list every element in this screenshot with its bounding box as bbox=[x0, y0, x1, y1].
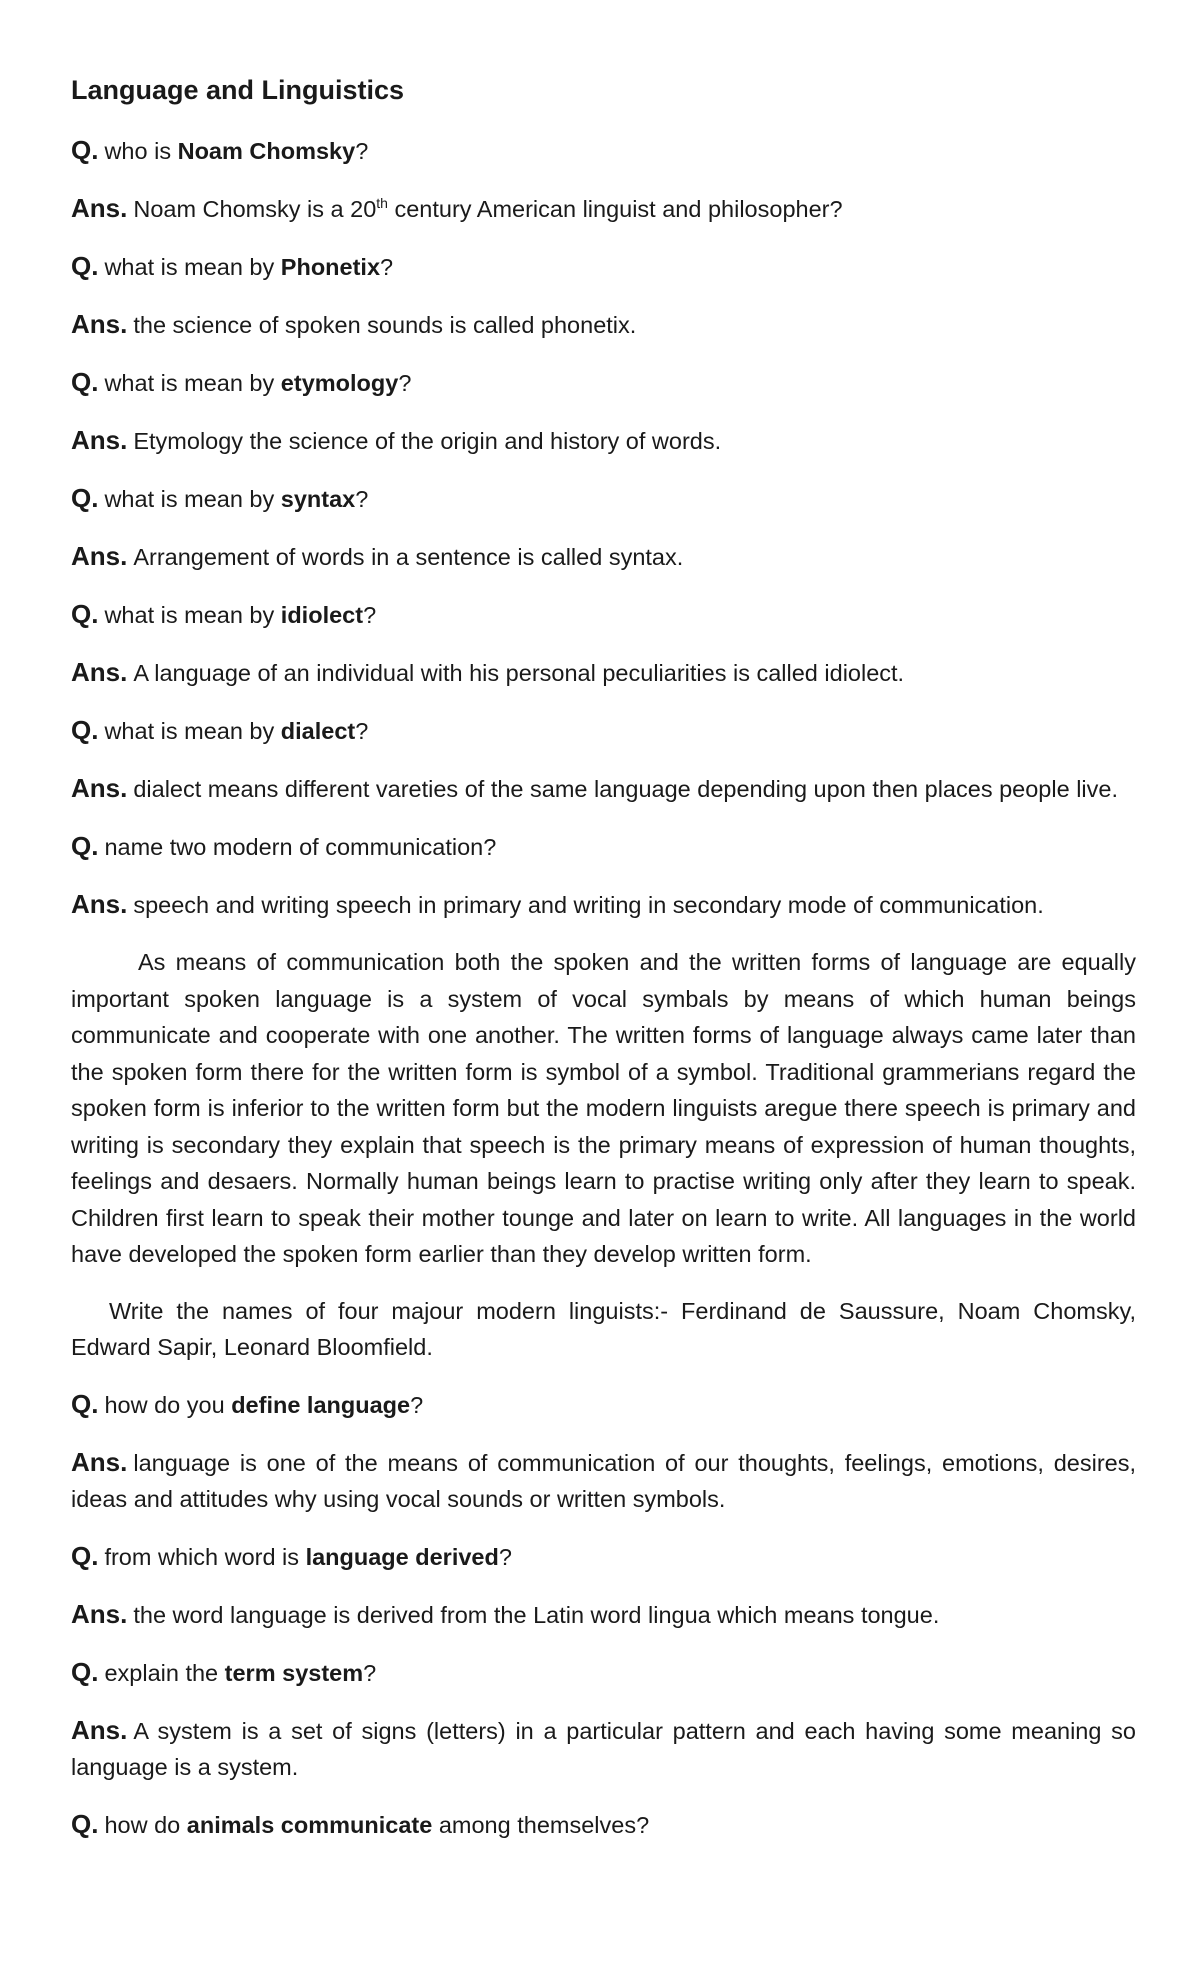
question-end: ? bbox=[355, 718, 369, 744]
question-end: among themselves? bbox=[432, 1811, 650, 1838]
answer-text: dialect means different vareties of the same language depending upon then places people live. bbox=[133, 776, 1118, 802]
ordinal-superscript: th bbox=[376, 195, 388, 212]
question-label: Q. bbox=[71, 1808, 99, 1839]
linguists-paragraph: Write the names of four majour modern linguists:- Ferdinand de Saussure, Noam Chomsky, Edward Sapir, Leonard Bloomfield. bbox=[71, 1297, 1136, 1360]
question-idiolect bbox=[71, 596, 1136, 633]
communication-paragraph: As means of communication both the spoken and the written forms of language are equally important spoken language is a system of vocal symbals by means of which human beings communicate and cooperate with one another. The written forms of language always came later than the spoken form there for the written form is symbol of a symbol. Traditional grammerians regard the spoken form is inferior to the written form but the modern linguists aregue there speech is primary and writing is secondary they explain that speech is the primary means of expression of human thoughts, feelings and desaers. Normally human beings learn to practise writing only after they learn to speak. Children first learn to speak their mother tounge and later on learn to write. All languages in the world have developed the spoken form earlier than they develop written form. bbox=[71, 949, 1136, 1267]
question-text: what is mean by bbox=[104, 602, 281, 628]
answer-label: Ans. bbox=[71, 889, 128, 919]
question-label: Q. bbox=[71, 715, 99, 745]
question-phonetix bbox=[71, 248, 1136, 285]
answer-label: Ans. bbox=[71, 541, 128, 571]
question-label: Q. bbox=[71, 135, 99, 165]
question-label: Q. bbox=[71, 1388, 99, 1419]
answer-text: the word language is derived from the Latin word lingua which means tongue. bbox=[133, 1601, 940, 1628]
answer-text: A language of an individual with his personal peculiarities is called idiolect. bbox=[133, 660, 905, 686]
question-noam-chomsky bbox=[71, 132, 1136, 169]
question-end: ? bbox=[355, 138, 369, 164]
answer-language-derived bbox=[71, 1596, 1136, 1633]
answer-label: Ans. bbox=[71, 1714, 128, 1745]
question-label: Q. bbox=[71, 251, 99, 281]
answer-label: Ans. bbox=[71, 309, 128, 339]
question-text: what is mean by bbox=[104, 254, 281, 280]
question-label: Q. bbox=[71, 831, 99, 861]
question-etymology bbox=[71, 364, 1136, 401]
question-text: what is mean by bbox=[104, 370, 281, 396]
question-end: ? bbox=[363, 1659, 377, 1686]
question-text: who is bbox=[104, 138, 178, 164]
answer-text: Arrangement of words in a sentence is called syntax. bbox=[133, 544, 684, 570]
question-text: how do bbox=[104, 1811, 187, 1838]
answer-text: language is one of the means of communication of our thoughts, feelings, emotions, desires, ideas and attitudes why using vocal sounds or written symbols. bbox=[71, 1449, 1136, 1512]
answer-label: Ans. bbox=[71, 425, 128, 455]
answer-define-language bbox=[71, 1444, 1136, 1517]
answer-text: Noam Chomsky is a 20 bbox=[133, 196, 377, 222]
question-keyword: Noam Chomsky bbox=[177, 138, 356, 164]
answer-text-end: century American linguist and philosopher? bbox=[387, 196, 843, 222]
question-term-system bbox=[71, 1654, 1136, 1691]
question-keyword: Phonetix bbox=[280, 254, 381, 280]
answer-label: Ans. bbox=[71, 193, 128, 223]
question-label: Q. bbox=[71, 1656, 99, 1687]
question-language-derived bbox=[71, 1538, 1136, 1575]
question-text: from which word is bbox=[104, 1543, 306, 1570]
question-keyword: etymology bbox=[280, 370, 399, 396]
question-text: name two modern of communication? bbox=[104, 834, 497, 860]
question-text: what is mean by bbox=[104, 718, 281, 744]
question-label: Q. bbox=[71, 1540, 99, 1571]
question-text: explain the bbox=[104, 1659, 225, 1686]
answer-etymology bbox=[71, 422, 1136, 459]
answer-text: speech and writing speech in primary and writing in secondary mode of communication. bbox=[133, 892, 1044, 918]
answer-modes-of-communication bbox=[71, 886, 1136, 923]
answer-phonetix bbox=[71, 306, 1136, 343]
answer-text: the science of spoken sounds is called phonetix. bbox=[133, 312, 637, 338]
question-end: ? bbox=[363, 602, 377, 628]
answer-text: Etymology the science of the origin and history of words. bbox=[133, 428, 722, 454]
answer-term-system bbox=[71, 1712, 1136, 1785]
question-end: ? bbox=[498, 1543, 512, 1570]
answer-dialect bbox=[71, 770, 1136, 807]
question-keyword: animals communicate bbox=[186, 1811, 433, 1838]
question-dialect bbox=[71, 712, 1136, 749]
question-define-language bbox=[71, 1386, 1136, 1423]
answer-label: Ans. bbox=[71, 773, 128, 803]
answer-noam-chomsky bbox=[71, 190, 1136, 227]
answer-idiolect bbox=[71, 654, 1136, 691]
answer-label: Ans. bbox=[71, 657, 128, 687]
question-keyword: dialect bbox=[280, 718, 356, 744]
question-keyword: define language bbox=[231, 1391, 411, 1418]
question-keyword: syntax bbox=[280, 486, 356, 512]
question-end: ? bbox=[355, 486, 369, 512]
question-text: how do you bbox=[104, 1391, 232, 1418]
question-text: what is mean by bbox=[104, 486, 281, 512]
question-end: ? bbox=[380, 254, 394, 280]
answer-label: Ans. bbox=[71, 1446, 128, 1477]
question-label: Q. bbox=[71, 367, 99, 397]
answer-label: Ans. bbox=[71, 1598, 128, 1629]
question-keyword: language derived bbox=[305, 1543, 499, 1570]
question-label: Q. bbox=[71, 599, 99, 629]
document-title: Language and Linguistics bbox=[71, 75, 405, 105]
question-modes-of-communication bbox=[71, 828, 1136, 865]
answer-syntax bbox=[71, 538, 1136, 575]
question-label: Q. bbox=[71, 483, 99, 513]
question-animals-communicate bbox=[71, 1806, 1136, 1843]
question-keyword: term system bbox=[224, 1659, 364, 1686]
question-end: ? bbox=[410, 1391, 424, 1418]
question-keyword: idiolect bbox=[280, 602, 364, 628]
question-syntax bbox=[71, 480, 1136, 517]
answer-text: A system is a set of signs (letters) in a particular pattern and each having some meaning so language is a system. bbox=[71, 1717, 1136, 1780]
question-end: ? bbox=[398, 370, 412, 396]
